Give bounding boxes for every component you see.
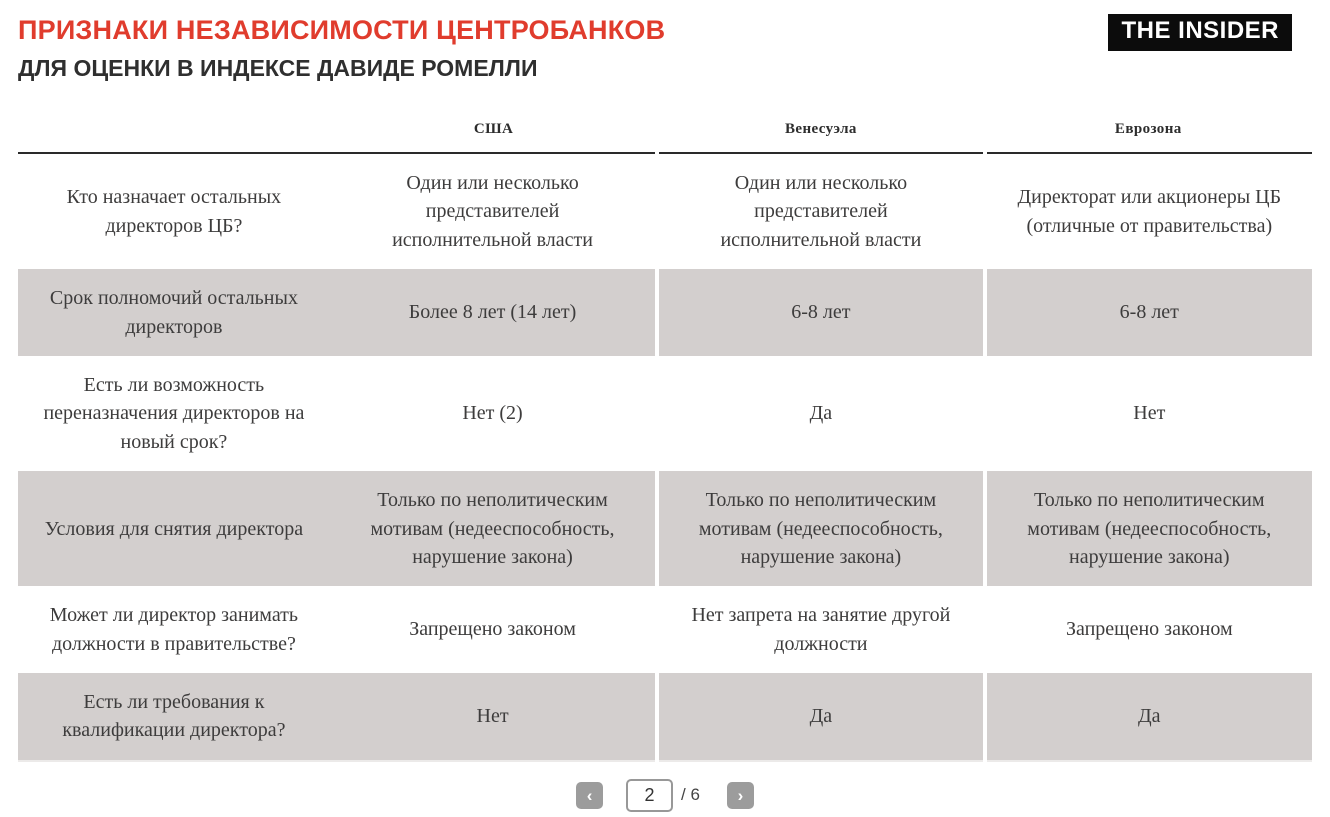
cell-venezuela: Только по неполитическим мотивам (недееспособность, нарушение закона) xyxy=(657,471,984,586)
chevron-right-icon: › xyxy=(737,785,744,805)
pagination xyxy=(0,779,1330,812)
comparison-table-wrapper xyxy=(18,109,1312,762)
cell-venezuela: Нет запрета на занятие другой должности xyxy=(657,586,984,673)
column-header-venezuela: Венесуэла xyxy=(657,109,984,153)
cell-venezuela: Один или несколько представителей исполнительной власти xyxy=(657,153,984,269)
table-header-row xyxy=(18,109,1312,153)
column-header-usa: США xyxy=(330,109,657,153)
header xyxy=(0,0,1330,83)
cell-eurozone: 6-8 лет xyxy=(985,269,1312,356)
row-label: Срок полномочий остальных директоров xyxy=(18,269,330,356)
table-row xyxy=(18,356,1312,471)
cell-venezuela: Да xyxy=(657,673,984,761)
cell-usa: Только по неполитическим мотивам (недееспособность, нарушение закона) xyxy=(330,471,657,586)
cell-usa: Нет (2) xyxy=(462,402,523,425)
cell-eurozone: Директорат или акционеры ЦБ (отличные от правительства) xyxy=(985,153,1312,269)
row-label: Условия для снятия директора xyxy=(18,471,330,586)
cell-eurozone: Да xyxy=(985,673,1312,761)
page-title: ПРИЗНАКИ НЕЗАВИСИМОСТИ ЦЕНТРОБАНКОВ xyxy=(18,15,666,45)
prev-page-button[interactable] xyxy=(576,782,603,809)
chevron-left-icon: ‹ xyxy=(586,785,593,805)
column-header-eurozone: Еврозона xyxy=(985,109,1312,153)
next-page-button[interactable] xyxy=(727,782,754,809)
page-subtitle: ДЛЯ ОЦЕНКИ В ИНДЕКСЕ ДАВИДЕ РОМЕЛЛИ xyxy=(18,55,538,82)
cell-usa: Нет xyxy=(330,673,657,761)
cell-usa: Один или несколько представителей исполнительной власти xyxy=(392,171,593,251)
comparison-table xyxy=(18,109,1312,762)
cell-usa: Более 8 лет (14 лет) xyxy=(330,269,657,356)
the-insider-logo: THE INSIDER xyxy=(1108,14,1292,51)
row-label: Кто назначает остальных директоров ЦБ? xyxy=(66,186,282,237)
row-label: Может ли директор занимать должности в правительстве? xyxy=(49,604,299,655)
page-total-label: / 6 xyxy=(681,785,700,805)
table-row xyxy=(18,673,1312,761)
page-input[interactable] xyxy=(626,779,673,812)
table-row xyxy=(18,586,1312,673)
cell-venezuela: Да xyxy=(657,356,984,471)
cell-venezuela: 6-8 лет xyxy=(657,269,984,356)
cell-eurozone: Запрещено законом xyxy=(985,586,1312,673)
table-row xyxy=(18,471,1312,586)
cell-usa: Запрещено законом xyxy=(409,618,576,641)
cell-eurozone: Нет xyxy=(985,356,1312,471)
row-label: Есть ли требования к квалификации директора? xyxy=(18,673,330,761)
table-row xyxy=(18,153,1312,269)
row-label: Есть ли возможность переназначения директоров на новый срок? xyxy=(43,373,305,453)
column-header-empty xyxy=(18,109,330,153)
table-row xyxy=(18,269,1312,356)
cell-eurozone: Только по неполитическим мотивам (недееспособность, нарушение закона) xyxy=(985,471,1312,586)
